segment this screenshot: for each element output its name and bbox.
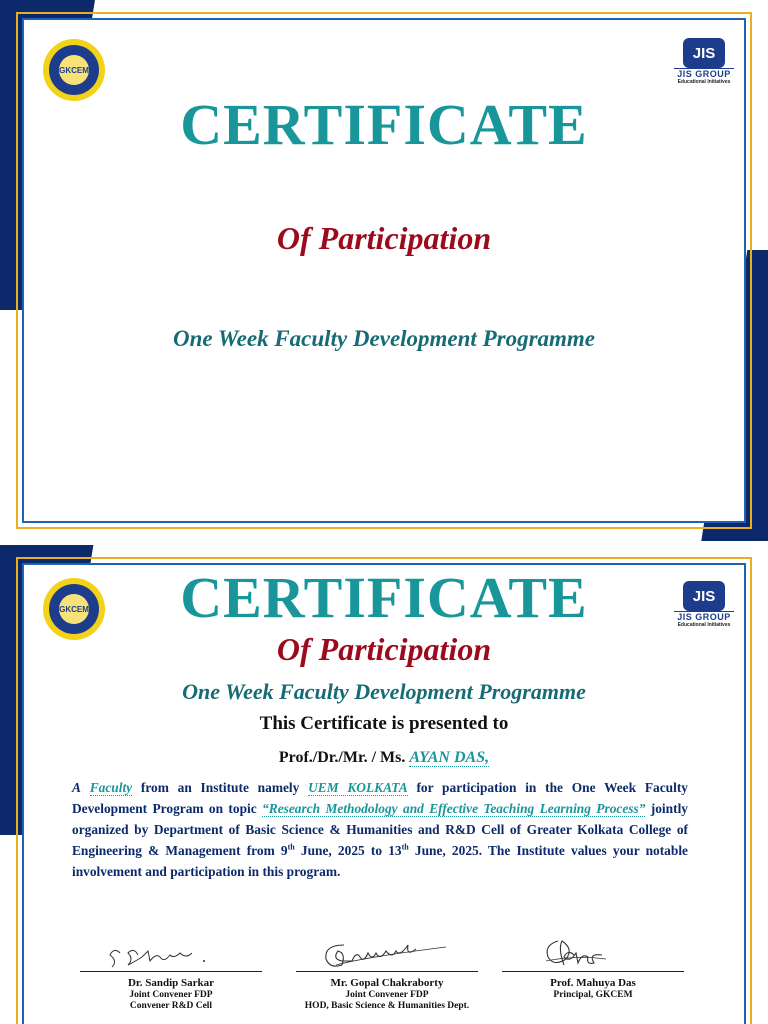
body-organized: jointly organized by Department of Basic Science & Humanities and R&D Cell of Greater Kolkata College of Engineering & Management from 9 — [72, 801, 688, 858]
signatory-3-name: Prof. Mahuya Das — [550, 977, 636, 989]
jis-group-logo — [674, 38, 734, 85]
signatory-2-role1: Joint Convener FDP — [345, 990, 429, 1000]
certificate-subtitle: Of Participation — [276, 631, 492, 667]
gkcem-logo-text: GKCEM — [59, 66, 89, 75]
certificate-title: CERTIFICATE — [180, 92, 588, 157]
sup-th-1: th — [287, 842, 295, 852]
gkcem-logo-text: GKCEM — [59, 605, 89, 614]
certificate-title: CERTIFICATE — [180, 565, 588, 630]
signatory-1-role2: Convener R&D Cell — [129, 1001, 213, 1011]
jis-mark: JIS — [683, 581, 725, 611]
body-participation: for participation in the One Week Faculty Development Program on topic — [72, 780, 688, 816]
signature-line-3 — [502, 971, 684, 972]
signatory-1-role1: Joint Convener FDP — [129, 990, 213, 1000]
signatory-2-role2: HOD, Basic Science & Humanities Dept. — [304, 1001, 470, 1011]
fdp-topic: “Research Methodology and Effective Teaching Learning Process” — [262, 801, 646, 816]
body-from-institute: from an Institute namely — [140, 780, 300, 795]
signatory-3 — [502, 931, 684, 1001]
body-a: A — [72, 780, 81, 795]
signature-3 — [502, 931, 684, 971]
body-mid: June, 2025 to 13 — [294, 843, 402, 858]
jis-group-text: JIS GROUP — [674, 611, 734, 622]
certificate-body — [72, 777, 688, 882]
program-title: One Week Faculty Development Programme — [172, 326, 596, 351]
signatory-3-role1: Principal, GKCEM — [553, 990, 633, 1000]
jis-tagline: Educational Initiatives — [677, 622, 731, 628]
jis-mark: JIS — [683, 38, 725, 68]
signatory-2 — [296, 929, 478, 1012]
signature-2 — [296, 929, 478, 971]
recipient-line — [0, 746, 768, 770]
jis-tagline: Educational Initiatives — [677, 79, 731, 85]
recipient-name: AYAN DAS, — [409, 749, 490, 766]
signature-line-2 — [296, 971, 478, 972]
certificate-subtitle: Of Participation — [276, 220, 492, 256]
presented-to-text: This Certificate is presented to — [259, 713, 509, 734]
signature-line-1 — [80, 971, 262, 972]
body-end: June, 2025. The Institute values your notable involvement and participation in this program. — [72, 843, 688, 879]
sup-th-2: th — [401, 842, 409, 852]
signatory-1-name: Dr. Sandip Sarkar — [127, 977, 215, 989]
recipient-role: Faculty — [89, 780, 133, 795]
signature-1 — [80, 933, 262, 971]
certificate-bottom — [0, 545, 768, 1024]
program-title: One Week Faculty Development Programme — [182, 679, 586, 704]
jis-group-text: JIS GROUP — [674, 68, 734, 79]
signatory-1 — [80, 933, 262, 1012]
salutation: Prof./Dr./Mr. / Ms. — [278, 749, 406, 766]
institute-name: UEM KOLKATA — [308, 780, 408, 795]
signatory-2-name: Mr. Gopal Chakraborty — [330, 977, 444, 989]
